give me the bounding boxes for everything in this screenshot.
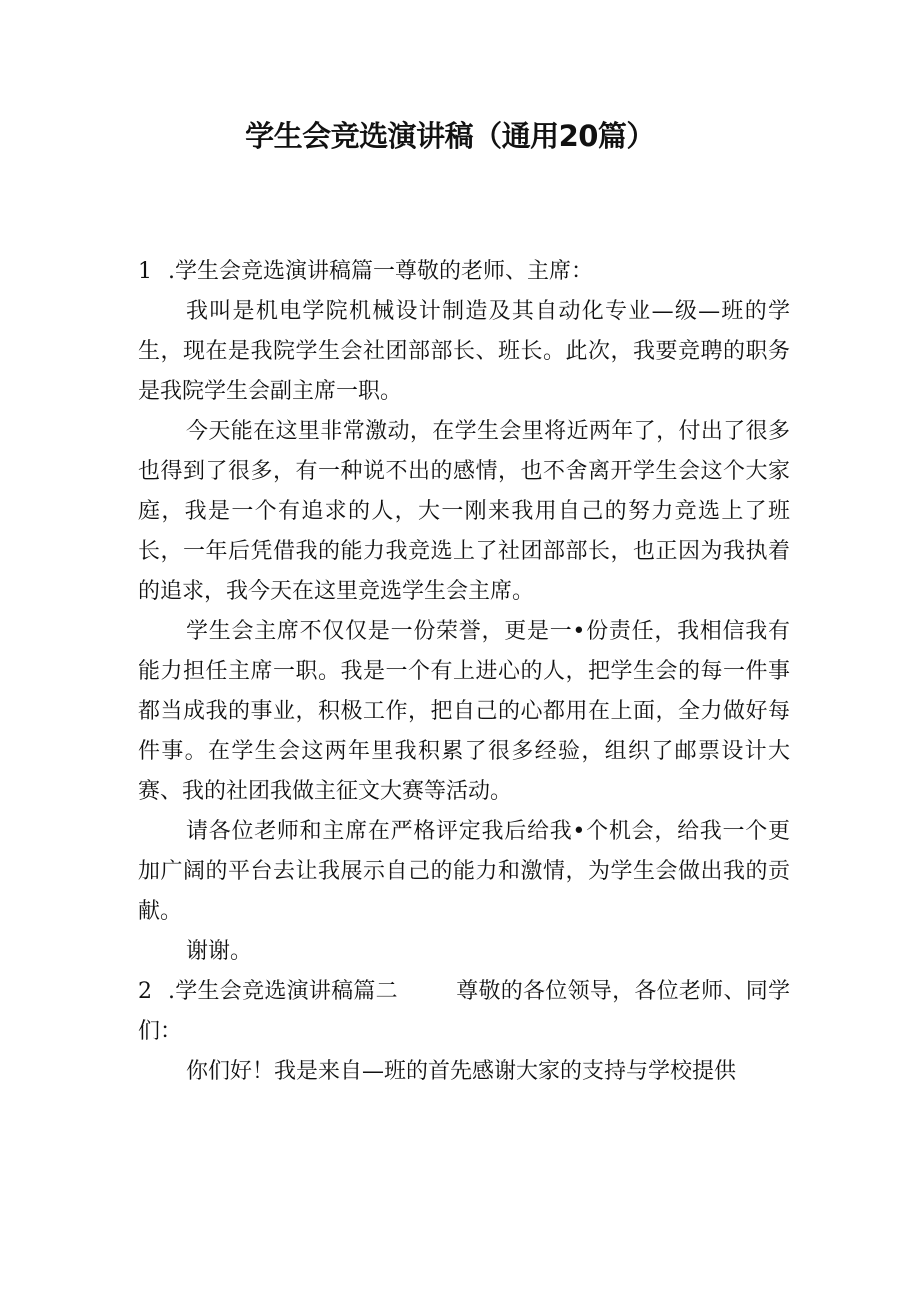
paragraph: 谢谢。 (186, 939, 253, 964)
document-body (138, 252, 790, 1092)
paragraph: 我叫是机电学院机械设计制造及其自动化专业—级—班的学生，现在是我院学生会社团部部长、班长。此次，我要竞聘的职务是我院学生会副主席一职。 (138, 299, 790, 404)
paragraph: 学生会主席不仅仅是一份荣誉，更是一•份责任，我相信我有能力担任主席一职。我是一个有上进心的人，把学生会的每一件事都当成我的事业，积极工作，把自己的心都用在上面，全力做好每件事。在学生会这两年里我积累了很多经验，组织了邮票设计大赛、我的社团我做主征文大赛等活动。 (138, 619, 790, 804)
section-heading-text: .学生会竞选演讲稿篇一尊敬的老师、主席： (168, 259, 593, 284)
document-title: 学生会竞选演讲稿（通用20篇） (245, 119, 655, 153)
section-number: 1 (138, 259, 152, 284)
paragraph: 请各位老师和主席在严格评定我后给我•个机会，给我一个更加广阔的平台去让我展示自己的能力和激情，为学生会做出我的贡献。 (138, 819, 790, 924)
section-heading (138, 252, 790, 292)
section-salutation: 尊敬的各位领导，各位老师、同学们： (138, 979, 790, 1044)
paragraph: 你们好！我是来自—班的首先感谢大家的支持与学校提供 (186, 1059, 737, 1084)
section-heading (138, 972, 790, 1052)
section-heading-text: .学生会竞选演讲稿篇二 (168, 979, 398, 1004)
section-number: 2 (138, 979, 152, 1004)
paragraph: 今天能在这里非常激动，在学生会里将近两年了，付出了很多也得到了很多，有一种说不出的感情，也不舍离开学生会这个大家庭，我是一个有追求的人，大一刚来我用自己的努力竞选上了班长，一年后凭借我的能力我竞选上了社团部部长，也正因为我执着的追求，我今天在这里竞选学生会主席。 (138, 419, 790, 604)
